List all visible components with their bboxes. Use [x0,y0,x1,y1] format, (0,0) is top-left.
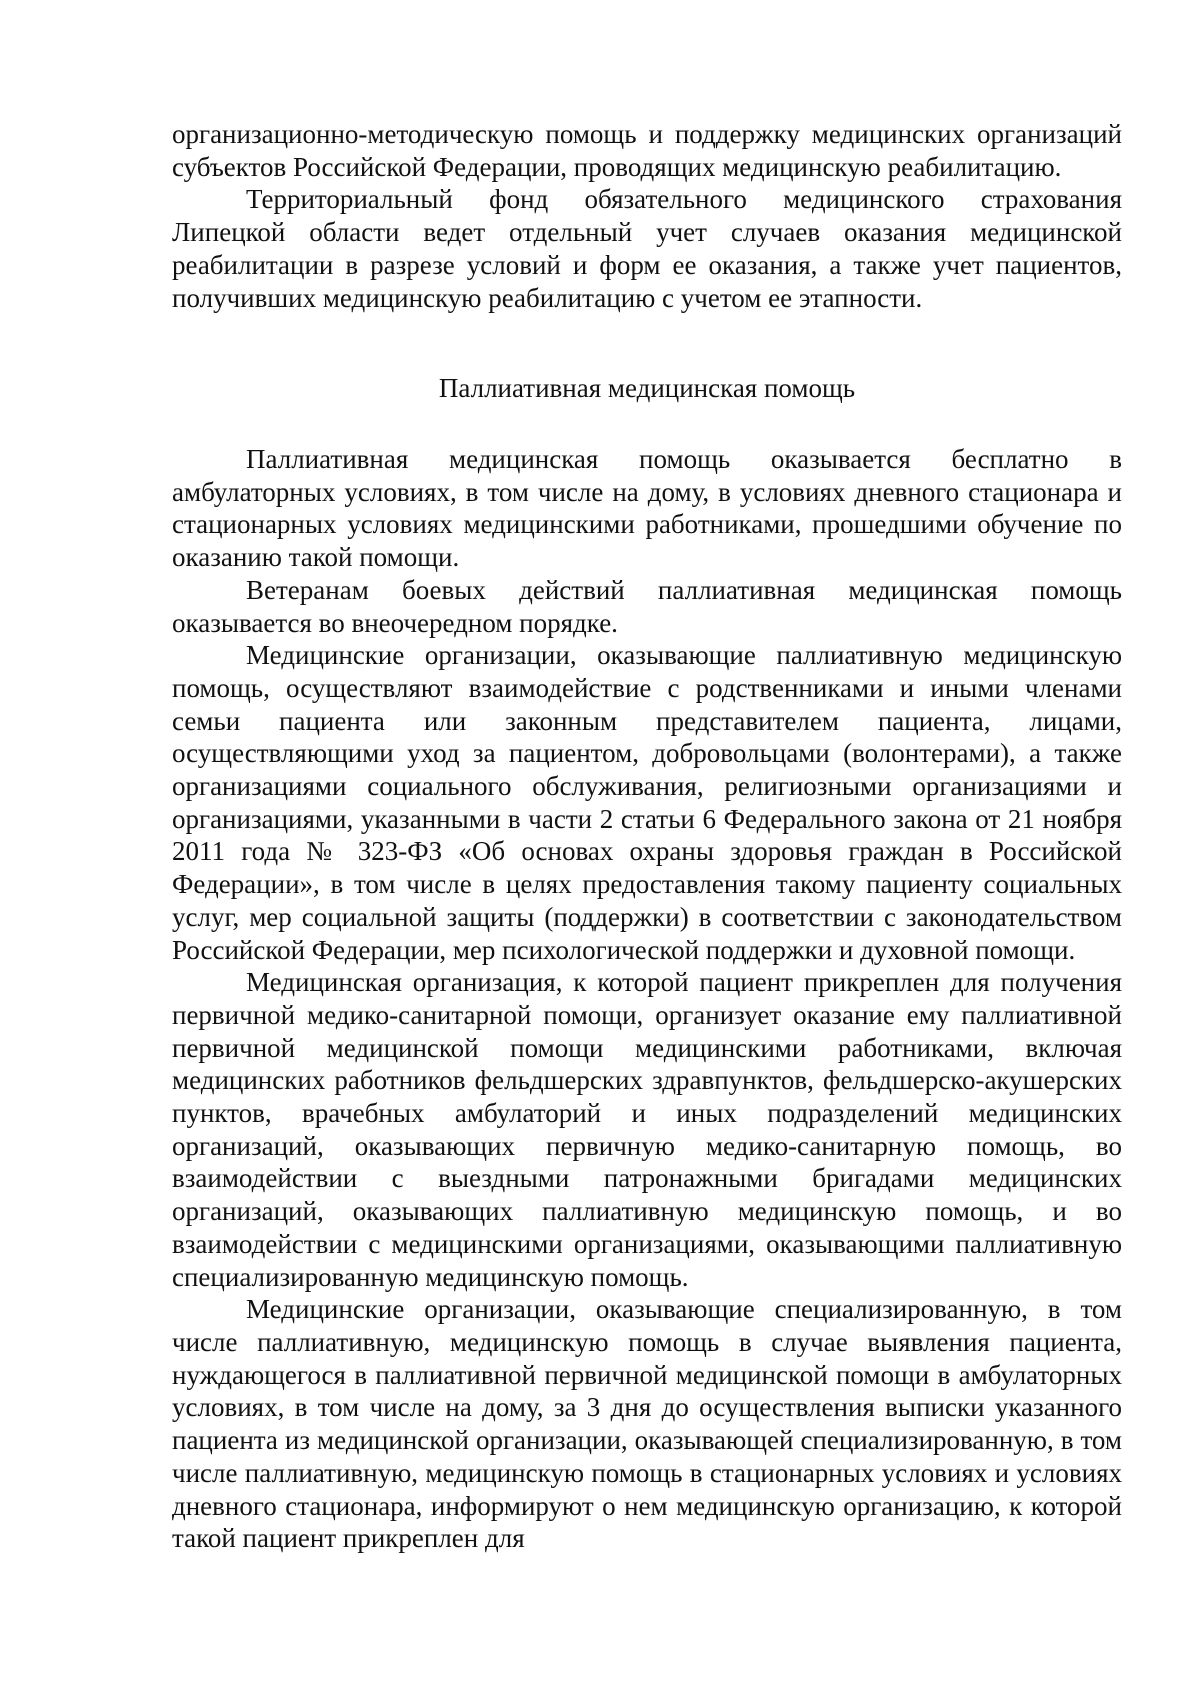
text-block-top [172,118,1122,314]
paragraph: Ветеранам боевых действий паллиативная медицинская помощь оказывается во внеочередном порядке. [172,574,1122,638]
section-heading-block [172,372,1122,405]
paragraph: Медицинские организации, оказывающие специализированную, в том числе паллиативную, медицинскую помощь в случае выявления пациента, нуждающегося в паллиативной первичной медицинской помощи в амбулаторных условиях, в том числе на дому, за 3 дня до осуществления выписки указанного пациента из медицинской организации, оказывающей специализированную, в том числе паллиативную, медицинскую помощь в стационарных условиях и условиях дневного стационара, информируют о нем медицинскую организацию, к которой такой пациент прикреплен для [172,1294,1122,1554]
paragraph: Медицинская организация, к которой пациент прикреплен для получения первичной медико-санитарной помощи, организует оказание ему паллиативной первичной медицинской помощи медицинскими работниками, включая медицинских работников фельдшерских здравпунктов, фельдшерско-акушерских пунктов, врачебных амбулаторий и иных подразделений медицинских организаций, оказывающих первичную медико-санитарную помощь, во взаимодействии с выездными патронажными бригадами медицинских организаций, оказывающих паллиативную медицинскую помощь, и во взаимодействии с медицинскими организациями, оказывающими паллиативную специализированную медицинскую помощь. [172,967,1122,1292]
paragraph-continuation: организационно-методическую помощь и поддержку медицинских организаций субъектов Российской Федерации, проводящих медицинскую реабилитацию. [172,119,1122,182]
section-heading: Паллиативная медицинская помощь [438,373,856,403]
paragraph: Медицинские организации, оказывающие паллиативную медицинскую помощь, осуществляют взаимодействие с родственниками и иными членами семьи пациента или законным представителем пациента, лицами, осуществляющими уход за пациентом, добровольцами (волонтерами), а также организациями социального обслуживания, религиозными организациями и организациями, указанными в части 2 статьи 6 Федерального закона от 21 ноября 2011 года № 323-ФЗ «Об основах охраны здоровья граждан в Российской Федерации», в том числе в целях предоставления такому пациенту социальных услуг, мер социальной защиты (поддержки) в соответствии с законодательством Российской Федерации, мер психологической поддержки и духовной помощи. [172,640,1122,965]
text-block-main [172,443,1122,1555]
paragraph: Паллиативная медицинская помощь оказывается бесплатно в амбулаторных условиях, в том числе на дому, в условиях дневного стационара и стационарных условиях медицинскими работниками, прошедшими обучение по оказанию такой помощи. [172,444,1122,573]
paragraph-fund: Территориальный фонд обязательного медицинского страхования Липецкой области ведет отдельный учет случаев оказания медицинской реабилитации в разрезе условий и форм ее оказания, а также учет пациентов, получивших медицинскую реабилитацию с учетом ее этапности. [172,184,1122,313]
